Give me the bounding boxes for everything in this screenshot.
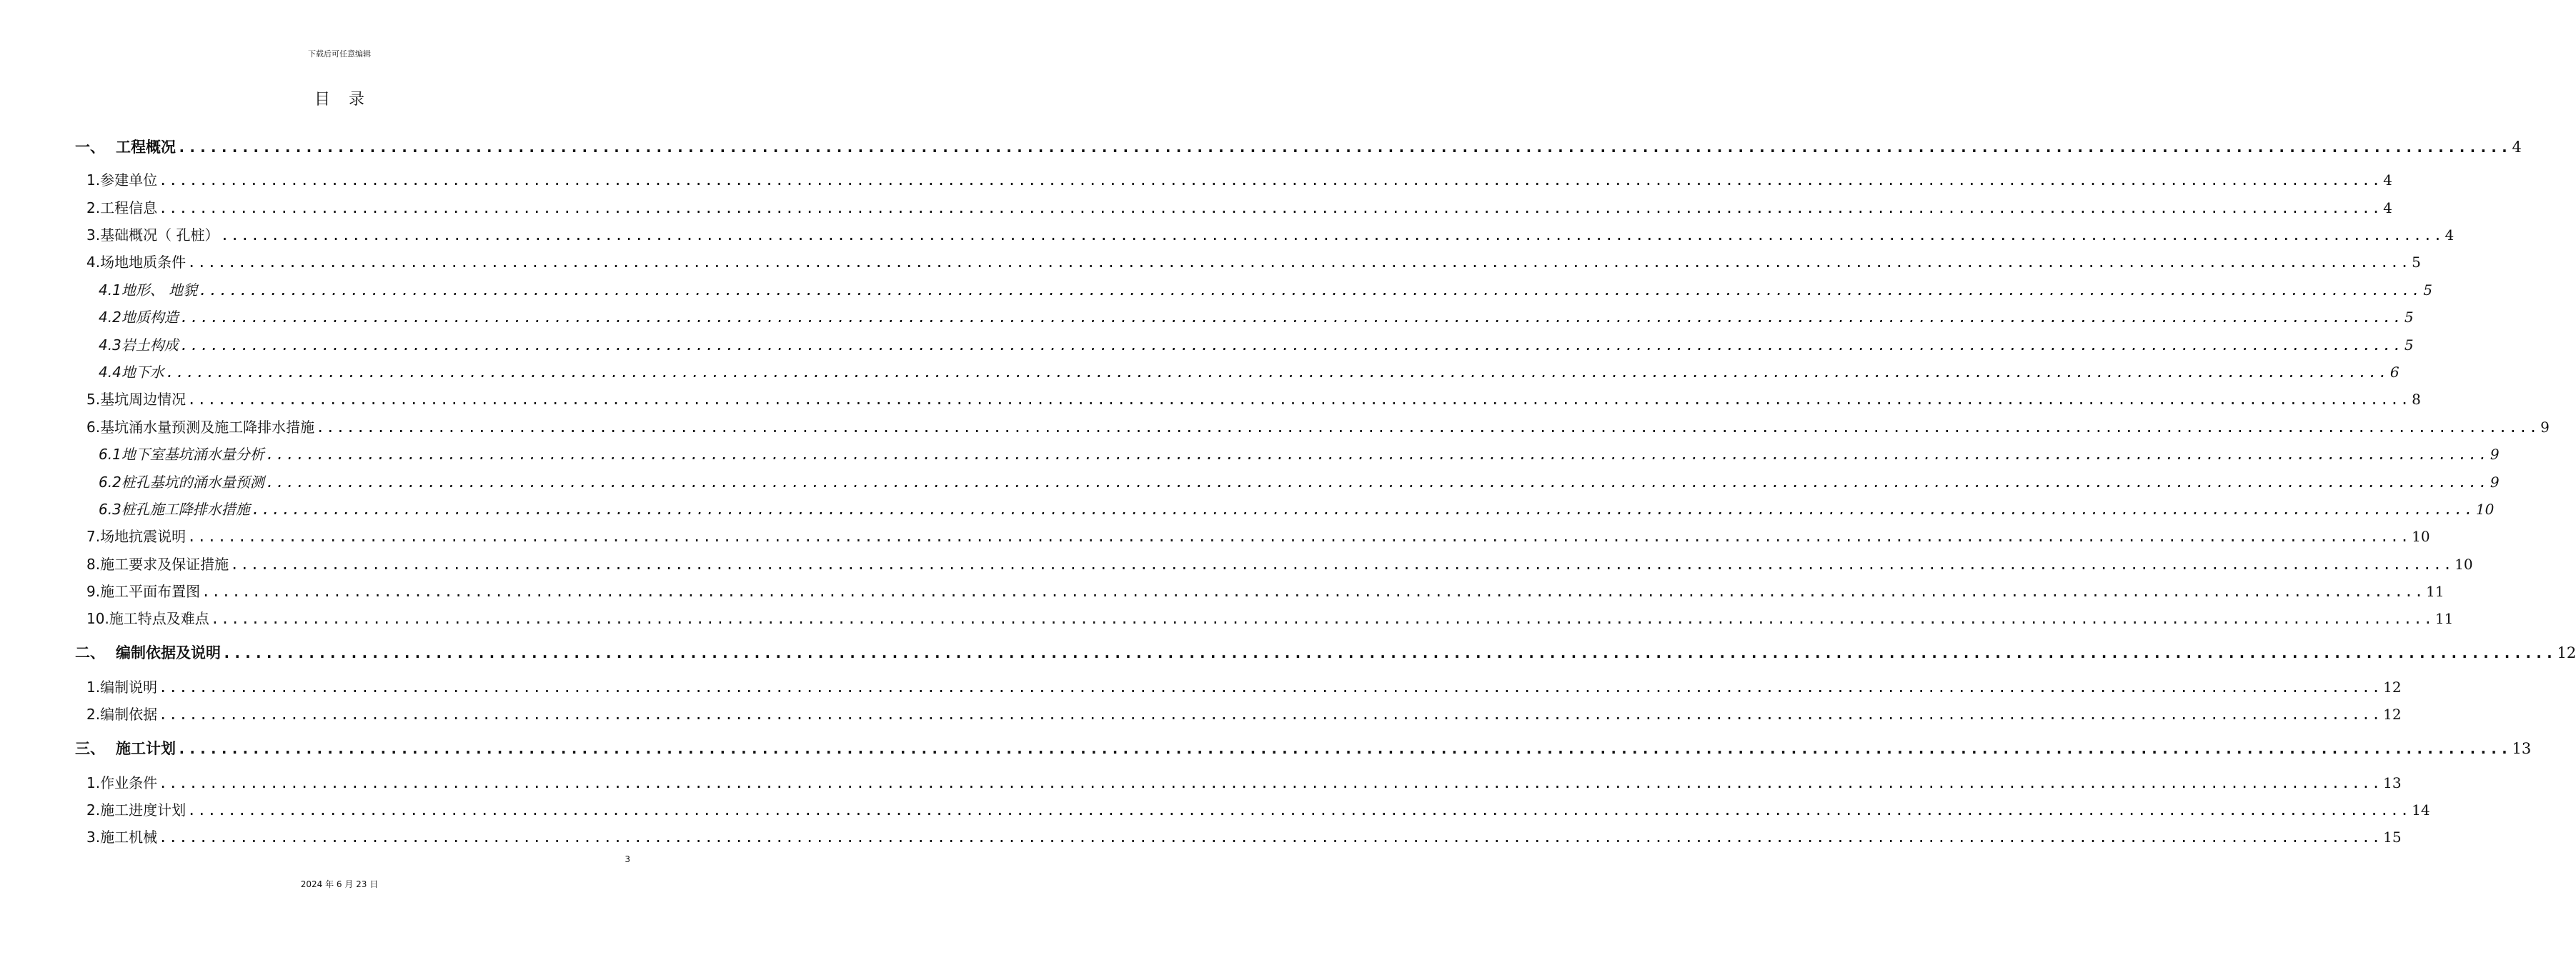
toc-entry-number: 7.	[86, 528, 101, 545]
toc-entry-title	[86, 525, 186, 546]
page-header: 下载后可任意编辑	[308, 49, 371, 59]
toc-entry-page: 4	[2383, 199, 2392, 216]
toc-entry-page: 13	[2512, 740, 2532, 757]
toc-entry-title	[86, 251, 186, 271]
toc-entry-title	[99, 443, 264, 464]
toc-dot-leader: ............................................................................................................................................................................................................................	[316, 419, 2540, 436]
toc-dot-leader: ............................................................................................................................................................................................................................	[265, 446, 2489, 463]
toc-dot-leader: ............................................................................................................................................................................................................................	[159, 829, 2382, 846]
toc-entry[interactable]	[86, 388, 2421, 409]
toc-entry-number: 9.	[86, 583, 101, 600]
toc-entry-label: 施工平面布置图	[100, 583, 201, 600]
toc-dot-leader: ............................................................................................................................................................................................................................	[159, 199, 2382, 216]
toc-entry-label: 施工进度计划	[100, 801, 187, 819]
toc-entry[interactable]	[99, 471, 2500, 491]
toc-entry[interactable]	[99, 443, 2500, 464]
toc-entry[interactable]	[86, 553, 2473, 574]
toc-entry-title	[86, 416, 314, 436]
toc-entry-title	[99, 306, 179, 326]
toc-entry[interactable]	[99, 361, 2400, 381]
toc-entry-title	[86, 607, 209, 628]
toc-entry[interactable]	[86, 826, 2402, 846]
toc-entry-page: 5	[2404, 309, 2414, 326]
toc-entry[interactable]	[86, 196, 2392, 217]
toc-dot-leader: ............................................................................................................................................................................................................................	[202, 583, 2425, 600]
toc-entry-label: 施工机械	[100, 829, 158, 846]
toc-entry[interactable]	[86, 607, 2454, 628]
toc-entry-label: 编制说明	[100, 679, 158, 696]
toc-dot-leader: ............................................................................................................................................................................................................................	[230, 556, 2454, 573]
toc-entry-page: 12	[2557, 644, 2576, 661]
toc-entry-label: 参建单位	[100, 171, 158, 189]
toc-entry-title	[99, 361, 164, 381]
toc-entry-title	[99, 334, 179, 354]
toc-entry[interactable]	[86, 251, 2421, 271]
toc-dot-leader: ............................................................................................................................................................................................................................	[220, 226, 2444, 244]
toc-entry-label: 施工要求及保证措施	[100, 556, 229, 573]
toc-entry-title	[86, 676, 157, 696]
toc-entry-label: 地质构造	[121, 309, 179, 326]
toc-entry-title	[86, 388, 186, 409]
toc-entry-page: 12	[2383, 679, 2402, 696]
toc-entry-number: 6.2	[99, 474, 121, 491]
toc-entry[interactable]	[86, 771, 2402, 792]
toc-entry-number: 3.	[86, 226, 101, 244]
toc-dot-leader: ............................................................................................................................................................................................................................	[187, 391, 2411, 408]
toc-entry-title	[86, 703, 157, 724]
toc-entry-number: 4.4	[99, 364, 121, 381]
toc-entry-page: 9	[2490, 446, 2500, 463]
toc-entry-page: 10	[2455, 556, 2473, 573]
toc-entry-page: 9	[2540, 419, 2550, 436]
toc-entry-label: 施工计划	[116, 740, 176, 757]
toc-dot-leader: ............................................................................................................................................................................................................................	[179, 309, 2403, 326]
toc-entry-page: 4	[2445, 226, 2455, 244]
toc-entry-page: 10	[2475, 501, 2495, 518]
toc-entry-page: 5	[2412, 254, 2421, 271]
toc-dot-leader: ............................................................................................................................................................................................................................	[187, 254, 2411, 271]
toc-entry-title	[99, 279, 197, 299]
toc-dot-leader: ............................................................................................................................................................................................................................	[159, 774, 2382, 791]
toc-entry-page: 5	[2404, 336, 2414, 354]
toc-entry-number: 1.	[86, 774, 101, 791]
toc-entry[interactable]	[99, 306, 2414, 326]
toc-entry-number: 3.	[86, 829, 101, 846]
toc-entry-page: 9	[2490, 474, 2500, 491]
toc-entry-number: 1.	[86, 679, 101, 696]
toc-entry-number: 6.	[86, 419, 101, 436]
toc-entry[interactable]	[86, 799, 2430, 819]
toc-entry-title	[86, 580, 200, 601]
toc-entry[interactable]	[99, 334, 2414, 354]
toc-entry-title	[86, 771, 157, 792]
toc-entry-number: 4.	[86, 254, 101, 271]
toc-entry-label: 桩孔基坑的涌水量预测	[121, 474, 264, 491]
toc-entry-label: 作业条件	[100, 774, 158, 791]
toc-entry-label: 施工特点及难点	[109, 610, 209, 627]
toc-dot-leader: ............................................................................................................................................................................................................................	[177, 139, 2511, 156]
toc-entry-label: 场地抗震说明	[100, 528, 187, 545]
toc-entry-number: 8.	[86, 556, 101, 573]
toc-entry[interactable]	[86, 525, 2430, 546]
toc-entry[interactable]	[75, 136, 2522, 157]
toc-entry-label: 工程概况	[116, 139, 176, 156]
toc-dot-leader: ............................................................................................................................................................................................................................	[179, 336, 2403, 354]
toc-dot-leader: ............................................................................................................................................................................................................................	[165, 364, 2389, 381]
toc-entry-page: 5	[2423, 281, 2432, 299]
toc-entry-number: 三、	[75, 740, 105, 757]
toc-entry-label: 地下室基坑涌水量分析	[121, 446, 264, 463]
toc-entry-page: 14	[2412, 801, 2430, 819]
toc-entry-number: 一、	[75, 139, 105, 156]
toc-entry-number: 4.2	[99, 309, 121, 326]
toc-entry-title	[86, 196, 157, 217]
toc-dot-leader: ............................................................................................................................................................................................................................	[265, 474, 2489, 491]
page-footer-date: 2024 年 6 月 23 日	[300, 879, 379, 889]
toc-entry-number: 6.1	[99, 446, 121, 463]
toc-entry-page: 13	[2383, 774, 2402, 791]
toc-entry-title	[75, 737, 176, 759]
toc-entry-page: 4	[2512, 139, 2522, 156]
toc-entry-page: 4	[2383, 171, 2392, 189]
page-number: 3	[625, 854, 630, 864]
toc-entry-label: 基础概况（ 孔桩）	[100, 226, 219, 244]
toc-entry-page: 8	[2412, 391, 2421, 408]
toc-entry-page: 12	[2383, 706, 2402, 723]
toc-entry-label: 地形、 地貌	[121, 281, 198, 299]
toc-entry-number: 2.	[86, 706, 101, 723]
toc-entry[interactable]	[86, 416, 2550, 436]
toc-dot-leader: ............................................................................................................................................................................................................................	[187, 528, 2411, 545]
toc-entry[interactable]	[99, 498, 2495, 519]
toc-entry-number: 10.	[86, 610, 109, 627]
toc-entry-label: 基坑涌水量预测及施工降排水措施	[100, 419, 315, 436]
toc-entry-label: 编制依据	[100, 706, 158, 723]
toc-entry-label: 地下水	[121, 364, 164, 381]
toc-entry[interactable]	[86, 580, 2445, 601]
toc-entry-label: 工程信息	[100, 199, 158, 216]
toc-entry[interactable]	[86, 224, 2455, 244]
toc-entry-title	[99, 498, 250, 519]
toc-entry-title	[75, 136, 176, 157]
toc-entry-label: 场地地质条件	[100, 254, 187, 271]
toc-entry-number: 4.1	[99, 281, 121, 299]
toc-entry[interactable]	[99, 279, 2432, 299]
toc-entry[interactable]	[86, 676, 2402, 696]
toc-entry[interactable]	[75, 737, 2532, 759]
toc-dot-leader: ............................................................................................................................................................................................................................	[251, 501, 2475, 518]
toc-dot-leader: ............................................................................................................................................................................................................................	[159, 679, 2382, 696]
toc-entry-title	[86, 224, 219, 244]
toc-entry-number: 二、	[75, 644, 105, 661]
toc-entry-page: 11	[2435, 610, 2454, 627]
toc-entry-title	[75, 641, 221, 663]
toc-dot-leader: ............................................................................................................................................................................................................................	[159, 171, 2382, 189]
toc-entry-number: 2.	[86, 801, 101, 819]
toc-entry-number: 6.3	[99, 501, 121, 518]
toc-dot-leader: ............................................................................................................................................................................................................................	[159, 706, 2382, 723]
toc-entry-number: 1.	[86, 171, 101, 189]
toc-entry-page: 10	[2412, 528, 2430, 545]
toc-entry-page: 6	[2389, 364, 2400, 381]
page-title: 目录	[314, 91, 383, 109]
toc-entry-number: 4.3	[99, 336, 121, 354]
toc-entry-title	[86, 799, 186, 819]
toc-entry-page: 15	[2383, 829, 2402, 846]
toc-entry-label: 基坑周边情况	[100, 391, 187, 408]
toc-dot-leader: ............................................................................................................................................................................................................................	[199, 281, 2422, 299]
toc-entry-label: 岩土构成	[121, 336, 179, 354]
toc-entry-title	[99, 471, 264, 491]
toc-entry-title	[86, 169, 157, 189]
toc-dot-leader: ............................................................................................................................................................................................................................	[210, 610, 2434, 627]
toc-dot-leader: ............................................................................................................................................................................................................................	[177, 740, 2511, 757]
toc-entry-title	[86, 826, 157, 846]
toc-dot-leader: ............................................................................................................................................................................................................................	[187, 801, 2411, 819]
toc-entry-label: 桩孔施工降排水措施	[121, 501, 250, 518]
toc-entry-number: 2.	[86, 199, 101, 216]
toc-entry-page: 11	[2426, 583, 2445, 600]
toc-entry[interactable]	[75, 641, 2576, 663]
toc-dot-leader: ............................................................................................................................................................................................................................	[222, 644, 2556, 661]
toc-entry[interactable]	[86, 703, 2402, 724]
toc-entry-title	[86, 553, 229, 574]
toc-entry-label: 编制依据及说明	[116, 644, 221, 661]
toc-entry-number: 5.	[86, 391, 101, 408]
toc-entry[interactable]	[86, 169, 2392, 189]
